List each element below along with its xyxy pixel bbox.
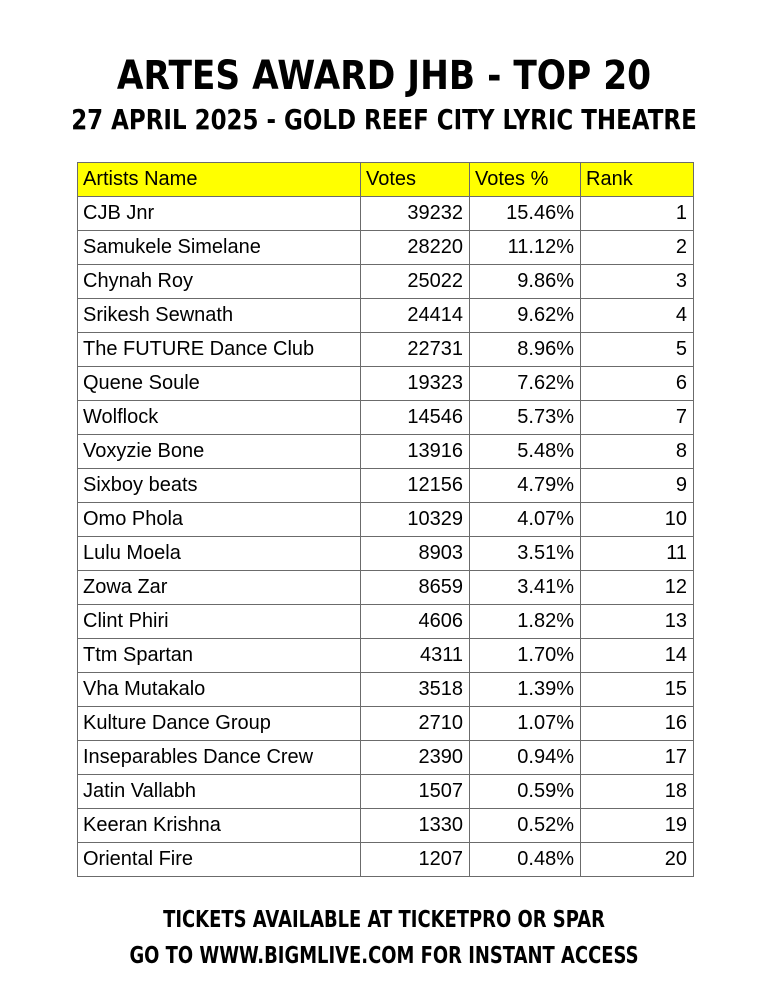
artist-name-cell: Zowa Zar	[78, 571, 361, 605]
table-row	[78, 707, 694, 741]
rank-cell: 1	[581, 197, 694, 231]
votes-cell: 14546	[361, 401, 470, 435]
artist-name-cell: Jatin Vallabh	[78, 775, 361, 809]
rank-cell: 14	[581, 639, 694, 673]
votes-cell: 1507	[361, 775, 470, 809]
votes-percent-cell: 1.70%	[470, 639, 581, 673]
artist-name-cell: Sixboy beats	[78, 469, 361, 503]
artist-name-cell: The FUTURE Dance Club	[78, 333, 361, 367]
votes-cell: 1330	[361, 809, 470, 843]
rank-cell: 5	[581, 333, 694, 367]
table-header-row	[78, 163, 694, 197]
table-row	[78, 673, 694, 707]
artist-name-cell: Voxyzie Bone	[78, 435, 361, 469]
votes-cell: 8903	[361, 537, 470, 571]
table-row	[78, 809, 694, 843]
votes-percent-cell: 9.86%	[470, 265, 581, 299]
table-row	[78, 231, 694, 265]
votes-cell: 8659	[361, 571, 470, 605]
rank-cell: 3	[581, 265, 694, 299]
artist-name-cell: Chynah Roy	[78, 265, 361, 299]
rank-cell: 17	[581, 741, 694, 775]
rank-cell: 16	[581, 707, 694, 741]
votes-cell: 39232	[361, 197, 470, 231]
column-header-votes-percent: Votes %	[470, 163, 581, 197]
votes-cell: 10329	[361, 503, 470, 537]
rank-cell: 19	[581, 809, 694, 843]
rank-cell: 10	[581, 503, 694, 537]
artist-name-cell: Kulture Dance Group	[78, 707, 361, 741]
table-row	[78, 537, 694, 571]
rank-cell: 7	[581, 401, 694, 435]
table-row	[78, 741, 694, 775]
artist-name-cell: Omo Phola	[78, 503, 361, 537]
column-header-votes: Votes	[361, 163, 470, 197]
votes-percent-cell: 3.41%	[470, 571, 581, 605]
table-row	[78, 265, 694, 299]
votes-percent-cell: 0.59%	[470, 775, 581, 809]
votes-cell: 25022	[361, 265, 470, 299]
table-row	[78, 469, 694, 503]
artist-name-cell: Clint Phiri	[78, 605, 361, 639]
votes-cell: 22731	[361, 333, 470, 367]
column-header-artist: Artists Name	[78, 163, 361, 197]
rank-cell: 12	[581, 571, 694, 605]
votes-percent-cell: 1.82%	[470, 605, 581, 639]
page-title: ARTES AWARD JHB - TOP 20	[116, 53, 652, 99]
artist-name-cell: Srikesh Sewnath	[78, 299, 361, 333]
rank-cell: 9	[581, 469, 694, 503]
footer-website: GO TO WWW.BIGMLIVE.COM FOR INSTANT ACCESS	[129, 943, 639, 969]
votes-cell: 4311	[361, 639, 470, 673]
table-row	[78, 367, 694, 401]
table-row	[78, 333, 694, 367]
votes-percent-cell: 7.62%	[470, 367, 581, 401]
votes-cell: 12156	[361, 469, 470, 503]
artist-name-cell: Wolflock	[78, 401, 361, 435]
results-body	[78, 197, 694, 877]
votes-cell: 1207	[361, 843, 470, 877]
artist-name-cell: Oriental Fire	[78, 843, 361, 877]
votes-percent-cell: 3.51%	[470, 537, 581, 571]
votes-cell: 2390	[361, 741, 470, 775]
artist-name-cell: Samukele Simelane	[78, 231, 361, 265]
artist-name-cell: Keeran Krishna	[78, 809, 361, 843]
table-row	[78, 299, 694, 333]
rank-cell: 15	[581, 673, 694, 707]
votes-cell: 19323	[361, 367, 470, 401]
votes-percent-cell: 8.96%	[470, 333, 581, 367]
rank-cell: 11	[581, 537, 694, 571]
votes-cell: 28220	[361, 231, 470, 265]
votes-percent-cell: 1.07%	[470, 707, 581, 741]
rank-cell: 20	[581, 843, 694, 877]
table-row	[78, 435, 694, 469]
column-header-rank: Rank	[581, 163, 694, 197]
rank-cell: 18	[581, 775, 694, 809]
table-row	[78, 639, 694, 673]
artist-name-cell: Ttm Spartan	[78, 639, 361, 673]
rank-cell: 2	[581, 231, 694, 265]
table-row	[78, 775, 694, 809]
votes-percent-cell: 15.46%	[470, 197, 581, 231]
votes-percent-cell: 0.94%	[470, 741, 581, 775]
rank-cell: 13	[581, 605, 694, 639]
votes-cell: 3518	[361, 673, 470, 707]
votes-percent-cell: 1.39%	[470, 673, 581, 707]
votes-percent-cell: 5.48%	[470, 435, 581, 469]
rank-cell: 8	[581, 435, 694, 469]
table-row	[78, 503, 694, 537]
table-row	[78, 843, 694, 877]
artist-name-cell: CJB Jnr	[78, 197, 361, 231]
votes-percent-cell: 5.73%	[470, 401, 581, 435]
rank-cell: 4	[581, 299, 694, 333]
votes-cell: 24414	[361, 299, 470, 333]
votes-percent-cell: 0.48%	[470, 843, 581, 877]
votes-cell: 4606	[361, 605, 470, 639]
votes-percent-cell: 11.12%	[470, 231, 581, 265]
artist-name-cell: Quene Soule	[78, 367, 361, 401]
artist-name-cell: Vha Mutakalo	[78, 673, 361, 707]
table-row	[78, 197, 694, 231]
table-row	[78, 605, 694, 639]
artist-name-cell: Inseparables Dance Crew	[78, 741, 361, 775]
votes-percent-cell: 0.52%	[470, 809, 581, 843]
votes-percent-cell: 4.79%	[470, 469, 581, 503]
votes-percent-cell: 4.07%	[470, 503, 581, 537]
page-subtitle: 27 APRIL 2025 - GOLD REEF CITY LYRIC THEATRE	[71, 103, 697, 136]
votes-cell: 13916	[361, 435, 470, 469]
votes-cell: 2710	[361, 707, 470, 741]
rank-cell: 6	[581, 367, 694, 401]
footer-tickets: TICKETS AVAILABLE AT TICKETPRO OR SPAR	[163, 907, 605, 933]
artist-name-cell: Lulu Moela	[78, 537, 361, 571]
votes-percent-cell: 9.62%	[470, 299, 581, 333]
table-row	[78, 401, 694, 435]
table-row	[78, 571, 694, 605]
results-table	[77, 162, 694, 877]
